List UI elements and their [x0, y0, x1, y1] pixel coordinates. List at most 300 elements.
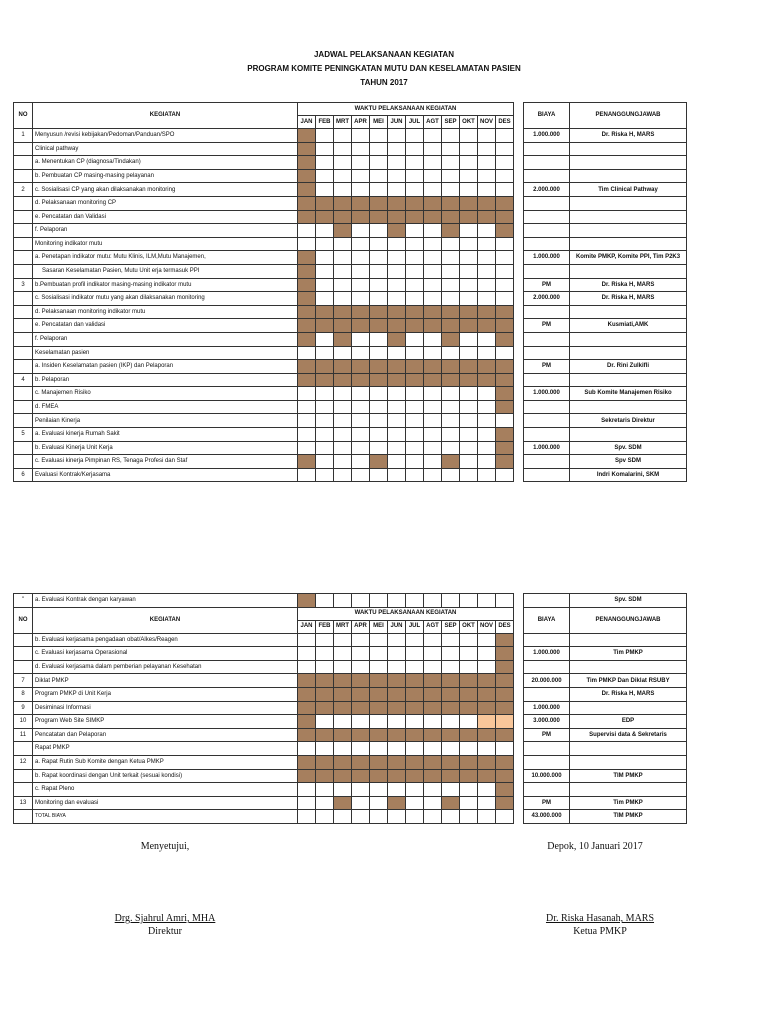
- schedule-cell: [442, 278, 460, 292]
- schedule-cell: [316, 346, 334, 360]
- schedule-cell: [424, 414, 442, 428]
- schedule-cell-filled: [352, 373, 370, 387]
- row-number: [14, 647, 33, 661]
- activity-name: b. Pembuatan CP masing-masing pelayanan: [33, 169, 298, 183]
- schedule-cell: [370, 633, 388, 647]
- biaya-cell: 10.000.000: [524, 769, 570, 783]
- schedule-cell-filled: [298, 728, 316, 742]
- schedule-cell-filled: [424, 769, 442, 783]
- schedule-cell: [424, 796, 442, 810]
- director-title: Direktur: [148, 926, 182, 937]
- schedule-cell: [424, 292, 442, 306]
- schedule-cell-filled: [406, 305, 424, 319]
- month-header: FEB: [316, 116, 334, 129]
- schedule-cell-filled: [352, 196, 370, 210]
- schedule-cell: [388, 237, 406, 251]
- schedule-cell: [352, 400, 370, 414]
- pj-cell: [570, 264, 687, 278]
- row-number: 7: [14, 674, 33, 688]
- biaya-cell: [524, 455, 570, 469]
- schedule-table-page1: [13, 102, 687, 482]
- schedule-cell: [406, 278, 424, 292]
- schedule-cell-filled: [496, 647, 514, 661]
- schedule-cell: [370, 441, 388, 455]
- schedule-cell-filled: [442, 674, 460, 688]
- activity-row: [14, 594, 687, 608]
- schedule-cell: [478, 660, 496, 674]
- schedule-cell-filled: [496, 224, 514, 238]
- pj-cell: [570, 346, 687, 360]
- schedule-cell: [352, 292, 370, 306]
- schedule-cell: [370, 237, 388, 251]
- schedule-cell: [388, 183, 406, 197]
- gap-cell: [514, 701, 524, 715]
- pj-cell: Supervisi data & Sekretaris: [570, 728, 687, 742]
- schedule-cell: [424, 346, 442, 360]
- schedule-cell: [406, 237, 424, 251]
- schedule-cell-filled: [334, 687, 352, 701]
- schedule-cell-filled: [478, 360, 496, 374]
- schedule-cell: [496, 156, 514, 170]
- schedule-cell-filled: [334, 332, 352, 346]
- schedule-cell: [424, 129, 442, 143]
- schedule-cell: [496, 237, 514, 251]
- schedule-cell-filled: [388, 701, 406, 715]
- schedule-cell: [496, 810, 514, 824]
- schedule-cell: [298, 441, 316, 455]
- schedule-cell: [496, 251, 514, 265]
- schedule-cell-filled: [388, 687, 406, 701]
- schedule-cell: [460, 468, 478, 482]
- schedule-cell: [442, 387, 460, 401]
- schedule-cell-filled: [316, 769, 334, 783]
- schedule-cell: [316, 428, 334, 442]
- schedule-cell-filled: [442, 755, 460, 769]
- schedule-cell-filled: [316, 319, 334, 333]
- schedule-cell: [352, 441, 370, 455]
- schedule-cell-filled: [298, 169, 316, 183]
- header-gap: [514, 607, 524, 633]
- schedule-cell-filled: [442, 728, 460, 742]
- schedule-cell: [370, 183, 388, 197]
- activity-row: [14, 305, 687, 319]
- schedule-cell: [424, 400, 442, 414]
- row-number: ": [14, 594, 33, 608]
- schedule-cell: [460, 414, 478, 428]
- activity-name: d. FMEA: [33, 400, 298, 414]
- schedule-cell: [496, 414, 514, 428]
- schedule-cell-filled: [298, 319, 316, 333]
- schedule-cell-filled: [478, 196, 496, 210]
- schedule-cell-filled: [370, 305, 388, 319]
- schedule-cell-filled: [496, 701, 514, 715]
- schedule-cell-filled: [352, 755, 370, 769]
- activity-name: b. Pelaporan: [33, 373, 298, 387]
- schedule-cell-filled: [388, 360, 406, 374]
- activity-name: Evaluasi Kontrak/Kerjasama: [33, 468, 298, 482]
- schedule-cell: [460, 169, 478, 183]
- gap-cell: [514, 183, 524, 197]
- schedule-cell-filled: [388, 210, 406, 224]
- schedule-cell: [388, 783, 406, 797]
- schedule-cell: [406, 332, 424, 346]
- schedule-cell: [316, 129, 334, 143]
- schedule-cell: [406, 400, 424, 414]
- pj-cell: [570, 373, 687, 387]
- schedule-cell-filled: [334, 305, 352, 319]
- schedule-cell: [352, 715, 370, 729]
- row-number: [14, 142, 33, 156]
- biaya-cell: [524, 414, 570, 428]
- header-pj: PENANGGUNGJAWAB: [570, 607, 687, 633]
- schedule-cell: [316, 142, 334, 156]
- schedule-cell: [334, 169, 352, 183]
- activity-row: [14, 428, 687, 442]
- activity-name: c. Evaluasi kerjasama Operasional: [33, 647, 298, 661]
- gap-cell: [514, 728, 524, 742]
- pj-cell: Kusmiati,AMK: [570, 319, 687, 333]
- biaya-cell: [524, 755, 570, 769]
- pj-cell: [570, 660, 687, 674]
- schedule-cell-filled: [406, 373, 424, 387]
- schedule-cell: [298, 428, 316, 442]
- row-number: [14, 360, 33, 374]
- schedule-cell: [478, 156, 496, 170]
- activity-row: [14, 319, 687, 333]
- gap-cell: [514, 769, 524, 783]
- row-number: 13: [14, 796, 33, 810]
- month-header: OKT: [460, 620, 478, 633]
- activity-name: d. Evaluasi kerjasama dalam pemberian pelayanan Kesehatan: [33, 660, 298, 674]
- schedule-cell: [460, 455, 478, 469]
- schedule-cell: [352, 783, 370, 797]
- schedule-cell-filled: [406, 674, 424, 688]
- biaya-cell: [524, 373, 570, 387]
- month-header: JUN: [388, 620, 406, 633]
- schedule-cell-filled: [298, 701, 316, 715]
- schedule-cell: [442, 251, 460, 265]
- schedule-cell: [316, 156, 334, 170]
- row-number: [14, 156, 33, 170]
- schedule-cell: [316, 251, 334, 265]
- schedule-cell: [460, 332, 478, 346]
- schedule-cell-filled: [316, 701, 334, 715]
- biaya-cell: [524, 210, 570, 224]
- schedule-cell-filled: [316, 755, 334, 769]
- activity-name: Diklat PMKP: [33, 674, 298, 688]
- pj-cell: Spv. SDM: [570, 441, 687, 455]
- schedule-cell: [478, 594, 496, 608]
- place-date: Depok, 10 Januari 2017: [547, 841, 643, 852]
- activity-name: a. Penetapan indikator mutu: Mutu Klinis, ILM,Mutu Manajemen,: [33, 251, 298, 265]
- gap-cell: [514, 373, 524, 387]
- schedule-cell: [478, 183, 496, 197]
- pj-cell: [570, 305, 687, 319]
- schedule-cell-filled: [406, 701, 424, 715]
- schedule-cell: [316, 400, 334, 414]
- signatory-right: [520, 912, 680, 938]
- schedule-cell: [334, 810, 352, 824]
- schedule-cell-filled: [442, 210, 460, 224]
- schedule-cell: [442, 292, 460, 306]
- schedule-cell: [424, 332, 442, 346]
- schedule-cell-filled: [388, 674, 406, 688]
- schedule-cell-filled: [316, 360, 334, 374]
- schedule-cell-filled: [496, 796, 514, 810]
- row-number: [14, 810, 33, 824]
- row-number: [14, 305, 33, 319]
- schedule-cell: [334, 660, 352, 674]
- schedule-cell-filled: [370, 701, 388, 715]
- schedule-cell-filled: [334, 224, 352, 238]
- schedule-cell: [334, 237, 352, 251]
- biaya-cell: [524, 264, 570, 278]
- schedule-cell-filled: [298, 142, 316, 156]
- biaya-cell: 1.000.000: [524, 387, 570, 401]
- schedule-cell-filled: [298, 251, 316, 265]
- schedule-cell: [424, 169, 442, 183]
- schedule-cell-filled: [388, 373, 406, 387]
- gap-cell: [514, 346, 524, 360]
- biaya-cell: 3.000.000: [524, 715, 570, 729]
- gap-cell: [514, 715, 524, 729]
- activity-name: c. Sosialisasi CP yang akan dilaksanakan monitoring: [33, 183, 298, 197]
- pj-cell: Tim PMKP: [570, 796, 687, 810]
- schedule-cell: [478, 455, 496, 469]
- schedule-cell: [496, 129, 514, 143]
- header-gap: [514, 103, 524, 129]
- schedule-cell: [316, 647, 334, 661]
- gap-cell: [514, 264, 524, 278]
- schedule-cell: [334, 783, 352, 797]
- gap-cell: [514, 156, 524, 170]
- schedule-cell: [334, 428, 352, 442]
- schedule-cell: [406, 224, 424, 238]
- row-number: [14, 210, 33, 224]
- gap-cell: [514, 796, 524, 810]
- schedule-cell-filled: [406, 196, 424, 210]
- schedule-cell: [334, 455, 352, 469]
- row-number: 3: [14, 278, 33, 292]
- activity-row: [14, 441, 687, 455]
- schedule-cell-filled: [478, 305, 496, 319]
- month-header: JUL: [406, 116, 424, 129]
- schedule-cell-filled: [370, 687, 388, 701]
- schedule-cell-filled: [478, 319, 496, 333]
- schedule-cell: [388, 387, 406, 401]
- activity-name: a. Evaluasi Kontrak dengan karyawan: [33, 594, 298, 608]
- biaya-cell: [524, 742, 570, 756]
- month-header: MEI: [370, 116, 388, 129]
- schedule-cell: [334, 251, 352, 265]
- schedule-cell-filled: [370, 360, 388, 374]
- gap-cell: [514, 755, 524, 769]
- schedule-cell: [352, 742, 370, 756]
- month-header: AGT: [424, 116, 442, 129]
- activity-row: [14, 455, 687, 469]
- schedule-cell-filled: [460, 305, 478, 319]
- month-header: JAN: [298, 620, 316, 633]
- gap-cell: [514, 142, 524, 156]
- biaya-cell: 20.000.000: [524, 674, 570, 688]
- row-number: 9: [14, 701, 33, 715]
- biaya-cell: [524, 687, 570, 701]
- row-number: [14, 196, 33, 210]
- activity-row: [14, 169, 687, 183]
- row-number: [14, 387, 33, 401]
- schedule-cell: [352, 387, 370, 401]
- schedule-cell: [316, 660, 334, 674]
- schedule-cell: [316, 783, 334, 797]
- row-number: 8: [14, 687, 33, 701]
- schedule-cell: [406, 156, 424, 170]
- schedule-cell-filled: [316, 196, 334, 210]
- pj-cell: Tim Clinical Pathway: [570, 183, 687, 197]
- activity-name: c. Manajemen Risiko: [33, 387, 298, 401]
- schedule-cell: [424, 660, 442, 674]
- schedule-cell-filled: [424, 755, 442, 769]
- schedule-cell-filled: [406, 769, 424, 783]
- pj-cell: Sekretaris Direktur: [570, 414, 687, 428]
- activity-row: [14, 373, 687, 387]
- schedule-cell: [460, 441, 478, 455]
- schedule-cell: [424, 264, 442, 278]
- schedule-cell: [460, 142, 478, 156]
- schedule-cell: [334, 346, 352, 360]
- schedule-cell: [442, 400, 460, 414]
- document-title: [0, 48, 768, 90]
- schedule-cell: [442, 783, 460, 797]
- schedule-cell-filled: [424, 674, 442, 688]
- activity-name: Monitoring dan evaluasi: [33, 796, 298, 810]
- activity-name: f. Pelaporan: [33, 332, 298, 346]
- activity-name: a. Evaluasi kinerja Rumah Sakit: [33, 428, 298, 442]
- schedule-cell: [442, 594, 460, 608]
- schedule-cell-filled: [496, 728, 514, 742]
- schedule-cell: [352, 224, 370, 238]
- schedule-cell-filled: [496, 210, 514, 224]
- schedule-cell: [370, 264, 388, 278]
- schedule-cell: [406, 647, 424, 661]
- schedule-cell-filled: [460, 210, 478, 224]
- schedule-cell: [388, 169, 406, 183]
- schedule-cell: [334, 156, 352, 170]
- biaya-cell: [524, 346, 570, 360]
- activity-name: Clinical pathway: [33, 142, 298, 156]
- schedule-cell: [316, 387, 334, 401]
- schedule-cell: [370, 468, 388, 482]
- month-header: APR: [352, 116, 370, 129]
- schedule-cell-filled: [370, 210, 388, 224]
- schedule-cell: [352, 455, 370, 469]
- activity-row: [14, 647, 687, 661]
- schedule-cell: [334, 441, 352, 455]
- schedule-cell: [298, 742, 316, 756]
- schedule-cell-filled: [478, 715, 496, 729]
- activity-row: [14, 468, 687, 482]
- schedule-cell-filled: [370, 319, 388, 333]
- schedule-cell-filled: [370, 455, 388, 469]
- gap-cell: [514, 292, 524, 306]
- schedule-cell: [370, 251, 388, 265]
- month-header: JAN: [298, 116, 316, 129]
- schedule-cell: [370, 400, 388, 414]
- schedule-cell: [388, 428, 406, 442]
- schedule-cell-filled: [442, 319, 460, 333]
- schedule-cell: [352, 633, 370, 647]
- schedule-cell: [352, 796, 370, 810]
- month-header: MRT: [334, 620, 352, 633]
- schedule-cell-filled: [442, 305, 460, 319]
- pj-cell: TIM PMKP: [570, 810, 687, 824]
- schedule-cell: [388, 142, 406, 156]
- row-number: [14, 660, 33, 674]
- schedule-cell: [352, 264, 370, 278]
- schedule-cell: [424, 594, 442, 608]
- pj-cell: [570, 701, 687, 715]
- gap-cell: [514, 332, 524, 346]
- schedule-cell: [442, 129, 460, 143]
- gap-cell: [514, 400, 524, 414]
- schedule-cell-filled: [298, 305, 316, 319]
- schedule-cell-filled: [334, 796, 352, 810]
- biaya-cell: [524, 468, 570, 482]
- schedule-cell-filled: [424, 360, 442, 374]
- schedule-cell-filled: [298, 196, 316, 210]
- biaya-cell: [524, 428, 570, 442]
- schedule-cell-filled: [496, 783, 514, 797]
- schedule-cell: [496, 183, 514, 197]
- pj-cell: Tim PMKP: [570, 647, 687, 661]
- schedule-cell-filled: [370, 728, 388, 742]
- activity-name: c. Rapat Pleno: [33, 783, 298, 797]
- row-number: [14, 264, 33, 278]
- pj-cell: [570, 332, 687, 346]
- pj-cell: Tim PMKP Dan Diklat RSUBY: [570, 674, 687, 688]
- schedule-cell: [406, 346, 424, 360]
- schedule-cell: [298, 633, 316, 647]
- gap-cell: [514, 633, 524, 647]
- schedule-cell-filled: [352, 701, 370, 715]
- schedule-cell: [496, 346, 514, 360]
- schedule-cell: [442, 468, 460, 482]
- schedule-cell-filled: [298, 687, 316, 701]
- schedule-cell: [334, 264, 352, 278]
- schedule-cell: [460, 224, 478, 238]
- schedule-cell: [478, 387, 496, 401]
- schedule-cell: [334, 387, 352, 401]
- schedule-cell-filled: [478, 701, 496, 715]
- header-waktu: WAKTU PELAKSANAAN KEGIATAN: [298, 103, 514, 116]
- gap-cell: [514, 360, 524, 374]
- schedule-cell: [298, 810, 316, 824]
- schedule-cell-filled: [334, 373, 352, 387]
- month-header: NOV: [478, 620, 496, 633]
- pj-cell: Komite PMKP, Komite PPI, Tim P2K3: [570, 251, 687, 265]
- schedule-cell-filled: [442, 701, 460, 715]
- schedule-cell: [388, 715, 406, 729]
- activity-name: b. Evaluasi kerjasama pengadaan obat/Alkes/Reagen: [33, 633, 298, 647]
- schedule-cell-filled: [316, 728, 334, 742]
- gap-cell: [514, 783, 524, 797]
- activity-row: [14, 156, 687, 170]
- schedule-cell: [460, 251, 478, 265]
- pj-cell: Dr. Riska H, MARS: [570, 129, 687, 143]
- row-number: 11: [14, 728, 33, 742]
- gap-cell: [514, 210, 524, 224]
- schedule-cell: [316, 594, 334, 608]
- activity-row: [14, 701, 687, 715]
